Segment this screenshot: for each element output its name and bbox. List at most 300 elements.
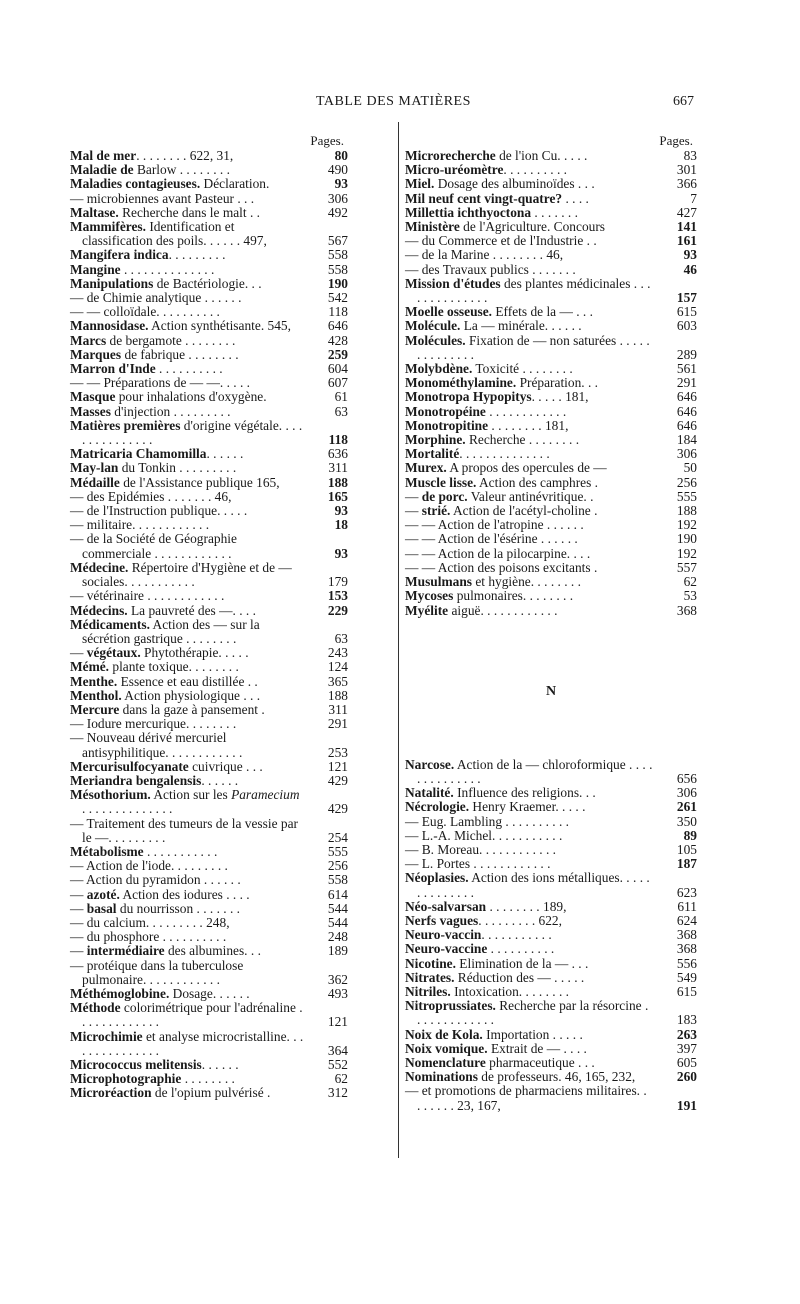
index-entry: [70, 646, 348, 660]
entry-keyword: Mangifera indica: [70, 247, 169, 263]
entry-page-number: 121: [327, 758, 348, 774]
entry-text: May-lan du Tonkin . . . . . . . . .: [70, 460, 237, 476]
index-entry: [70, 476, 348, 490]
entry-text: Mal de mer. . . . . . . . 622, 31,: [70, 148, 234, 163]
entry-page-number: 624: [676, 912, 697, 928]
index-entry: [70, 376, 348, 390]
entry-text: — — Action de la pilocarpine. . . .: [405, 545, 591, 561]
entry-text: Muscle lisse. Action des camphres .: [405, 474, 599, 490]
pages-column-header: Pages.: [659, 133, 693, 148]
entry-page-number: 184: [676, 432, 697, 448]
entry-page-number: 555: [327, 843, 348, 859]
entry-keyword: Néo-salvarsan: [405, 898, 487, 914]
entry-text: Méthode colorimétrique pour l'adrénaline . . . . . . . . . . . . .: [70, 1000, 303, 1030]
index-entry: [405, 532, 697, 546]
entry-page-number: 188: [676, 503, 697, 519]
entry-text: Métabolisme . . . . . . . . . . .: [70, 843, 218, 859]
entry-text: — Action de l'iode. . . . . . . . .: [70, 858, 228, 874]
entry-text: Médecine. Répertoire d'Hygiène et de — sociales. . . . . . . . . . .: [70, 559, 292, 590]
entry-page-number: 636: [327, 446, 348, 462]
entry-text: Molécules. Fixation de — non saturées . . . . . . . . . . . . . .: [405, 332, 650, 362]
entry-keyword: de porc.: [421, 488, 468, 504]
entry-page-number: 542: [327, 290, 348, 306]
index-entry: [70, 1058, 348, 1072]
entry-text: Millettia ichthyoctona . . . . . . .: [405, 204, 578, 220]
entry-keyword: Néoplasies.: [405, 870, 469, 886]
entry-text: Médicaments. Action des — sur la sécrétion gastrique . . . . . . . .: [70, 616, 260, 646]
index-entry: [70, 873, 348, 887]
entry-text: — basal du nourrisson . . . . . . .: [70, 900, 241, 916]
index-entry: [405, 490, 697, 504]
entry-text: Micrococcus melitensis. . . . . .: [70, 1057, 239, 1072]
entry-keyword: Noix de Kola.: [405, 1026, 483, 1042]
index-entry: [405, 461, 697, 475]
entry-text: Méthémoglobine. Dosage. . . . . .: [70, 985, 250, 1001]
index-entry: [70, 277, 348, 291]
entry-page-number: 556: [676, 955, 697, 971]
entry-keyword: Matières premières: [70, 417, 181, 433]
index-entry: [405, 319, 697, 333]
entry-text: Masque pour inhalations d'oxygène.: [70, 389, 267, 405]
index-entry: [405, 518, 697, 532]
entry-page-number: 261: [676, 799, 697, 815]
index-entry: [70, 689, 348, 703]
entry-page-number: 7: [690, 190, 697, 206]
index-entry: [70, 1086, 348, 1100]
index-entry: [405, 305, 697, 319]
entry-page-number: 260: [676, 1069, 697, 1085]
entry-page-number: 243: [327, 645, 348, 661]
index-entry: [70, 703, 348, 717]
index-entry: [70, 675, 348, 689]
entry-keyword: Natalité.: [405, 785, 454, 801]
column-divider: [398, 122, 399, 1158]
entry-keyword: Marcs: [70, 332, 107, 348]
entry-keyword: Nominations: [405, 1069, 478, 1085]
index-entry: [405, 928, 697, 942]
index-entry: [70, 1001, 348, 1029]
entry-keyword: Neuro-vaccin: [405, 927, 482, 943]
index-entry: [70, 149, 348, 163]
index-entry: [70, 930, 348, 944]
entry-page-number: 190: [676, 531, 697, 547]
entry-keyword: Manipulations: [70, 275, 154, 291]
entry-text: — Eug. Lambling . . . . . . . . . .: [405, 813, 570, 829]
entry-keyword: Mission d'études: [405, 275, 501, 291]
entry-text: — L.-A. Michel. . . . . . . . . . .: [405, 827, 563, 843]
index-entry: [70, 859, 348, 873]
index-entry: [405, 192, 697, 206]
entry-page-number: 365: [327, 673, 348, 689]
index-entry: [405, 575, 697, 589]
entry-keyword: Micrococcus melitensis: [70, 1057, 202, 1072]
index-entry: [405, 914, 697, 928]
entry-page-number: 615: [676, 983, 697, 999]
entry-text: — Traitement des tumeurs de la vessie par le —. . . . . . . . .: [70, 815, 298, 845]
entry-text: Micro-uréomètre. . . . . . . . . .: [405, 162, 567, 178]
index-entry: [70, 731, 348, 759]
entry-page-number: 311: [328, 701, 348, 717]
entry-page-number: 561: [676, 361, 697, 377]
index-entry: [70, 561, 348, 589]
entry-page-number: 263: [676, 1026, 697, 1042]
index-entry: [70, 362, 348, 376]
entry-text: Médecins. La pauvreté des —. . . .: [70, 602, 256, 618]
index-entry: [405, 163, 697, 177]
entry-text: Maladies contagieuses. Déclaration.: [70, 176, 270, 192]
entry-keyword: Murex.: [405, 460, 447, 476]
index-entry-list: [70, 149, 348, 1101]
index-entry: [405, 334, 697, 362]
entry-text: Nitrates. Réduction des — . . . . .: [405, 969, 585, 985]
entry-page-number: 62: [334, 1071, 348, 1087]
index-entry: [405, 1084, 697, 1112]
entry-page-number: 188: [327, 474, 348, 490]
index-entry: [70, 192, 348, 206]
entry-text: Mission d'études des plantes médicinales . . . . . . . . . . . . . .: [405, 275, 651, 306]
entry-keyword: Meriandra bengalensis: [70, 772, 202, 788]
entry-text: Microchimie et analyse microcristalline. . . . . . . . . . . . . . .: [70, 1028, 304, 1058]
entry-keyword: Molybdène.: [405, 361, 473, 377]
entry-keyword: Marques: [70, 346, 122, 362]
index-entry: [405, 220, 697, 234]
entry-text: Marques de fabrique . . . . . . . .: [70, 346, 239, 362]
entry-keyword: Mercurisulfocyanate: [70, 758, 189, 774]
section-letter: N: [545, 683, 557, 699]
entry-text: Néo-salvarsan . . . . . . . . 189,: [405, 898, 567, 914]
entry-text: Nerfs vagues. . . . . . . . . 622,: [405, 912, 562, 928]
entry-text: Monotropitine . . . . . . . . 181,: [405, 417, 569, 433]
entry-page-number: 93: [334, 176, 348, 192]
entry-page-number: 646: [676, 389, 697, 405]
index-entry: [70, 959, 348, 987]
index-entry: [70, 405, 348, 419]
pages-column-header: Pages.: [310, 133, 344, 148]
entry-text: Néoplasies. Action des ions métalliques. . . . . . . . . . . . . .: [405, 870, 650, 900]
entry-page-number: 549: [676, 969, 697, 985]
entry-keyword: Mal de mer: [70, 148, 137, 163]
entry-text: Microréaction de l'opium pulvérisé .: [70, 1085, 271, 1101]
index-entry: [70, 305, 348, 319]
entry-page-number: 544: [327, 900, 348, 916]
entry-text: Morphine. Recherche . . . . . . . .: [405, 432, 580, 448]
entry-keyword: Microréaction: [70, 1085, 152, 1101]
index-entry: [70, 717, 348, 731]
index-entry: [70, 817, 348, 845]
entry-page-number: 229: [327, 602, 348, 618]
entry-page-number: 623: [676, 884, 697, 900]
index-entry: [70, 1072, 348, 1086]
entry-text: — — Préparations de — —. . . . .: [70, 375, 251, 391]
index-entry: [405, 758, 697, 786]
entry-text: — — colloïdale. . . . . . . . . .: [70, 304, 220, 320]
entry-text: — strié. Action de l'acétyl-choline .: [405, 503, 598, 519]
entry-text: Miel. Dosage des albuminoïdes . . .: [405, 176, 595, 192]
entry-text: Mortalité. . . . . . . . . . . . . .: [405, 446, 550, 462]
index-entry: [70, 334, 348, 348]
index-entry: [70, 263, 348, 277]
entry-text: — militaire. . . . . . . . . . . .: [70, 517, 210, 533]
entry-text: Matricaria Chamomilla. . . . . .: [70, 446, 244, 462]
entry-text: Monotropa Hypopitys. . . . . 181,: [405, 389, 589, 405]
entry-page-number: 187: [676, 856, 697, 872]
index-entry: [405, 248, 697, 262]
entry-text: Noix de Kola. Importation . . . . .: [405, 1026, 583, 1042]
index-entry: [70, 916, 348, 930]
entry-text: Natalité. Influence des religions. . .: [405, 785, 596, 801]
entry-text: Masses d'injection . . . . . . . . .: [70, 403, 231, 419]
entry-page-number: 118: [328, 432, 348, 448]
index-entry: [405, 857, 697, 871]
entry-text: Nitriles. Intoxication. . . . . . . .: [405, 983, 570, 999]
entry-keyword: Nomenclature: [405, 1054, 486, 1070]
entry-page-number: 605: [676, 1054, 697, 1070]
entry-keyword: Nerfs vagues: [405, 912, 479, 928]
entry-page-number: 311: [328, 460, 348, 476]
entry-page-number: 189: [327, 943, 348, 959]
entry-page-number: 397: [676, 1040, 697, 1056]
index-entry: [70, 163, 348, 177]
index-entry: [405, 433, 697, 447]
index-entry: [70, 206, 348, 220]
entry-text: — — Action de l'ésérine . . . . . .: [405, 531, 578, 547]
entry-page-number: 429: [327, 772, 348, 788]
entry-keyword: Mésothorium.: [70, 787, 151, 803]
entry-keyword: Muscle lisse.: [405, 474, 477, 490]
entry-text: Nécrologie. Henry Kraemer. . . . .: [405, 799, 586, 815]
index-entry: [70, 461, 348, 475]
entry-page-number: 157: [676, 290, 697, 306]
entry-text: Marcs de bergamote . . . . . . . .: [70, 332, 236, 348]
index-entry: [70, 604, 348, 618]
entry-text: — azoté. Action des iodures . . . .: [70, 886, 250, 902]
entry-keyword: végétaux.: [86, 645, 141, 661]
entry-page-number: 306: [327, 190, 348, 206]
index-entry: [405, 971, 697, 985]
index-entry: [405, 900, 697, 914]
index-entry: [70, 248, 348, 262]
index-entry: [405, 362, 697, 376]
index-entry: [405, 405, 697, 419]
entry-page-number: 646: [676, 417, 697, 433]
entry-page-number: 190: [327, 275, 348, 291]
entry-page-number: 62: [683, 574, 697, 590]
entry-keyword: Menthe.: [70, 673, 118, 689]
index-entry: [70, 987, 348, 1001]
entry-page-number: 161: [676, 233, 697, 249]
index-entry: [70, 660, 348, 674]
entry-page-number: 364: [327, 1042, 348, 1058]
entry-page-number: 83: [683, 148, 697, 163]
index-entry: [405, 177, 697, 191]
entry-text: — du phosphore . . . . . . . . . .: [70, 929, 227, 945]
index-entry: [405, 1028, 697, 1042]
entry-text: — des Travaux publics . . . . . . .: [405, 261, 576, 277]
entry-keyword: Mangine: [70, 261, 121, 277]
entry-text: — de l'Instruction publique. . . . .: [70, 503, 248, 519]
index-entry: [70, 774, 348, 788]
entry-keyword: Mycoses: [405, 588, 454, 604]
entry-keyword: Mortalité: [405, 446, 460, 462]
entry-page-number: 53: [683, 588, 697, 604]
entry-text: — végétaux. Phytothérapie. . . . .: [70, 645, 249, 661]
entry-page-number: 291: [327, 716, 348, 732]
entry-text: — L. Portes . . . . . . . . . . . .: [405, 856, 551, 872]
entry-text: — B. Moreau. . . . . . . . . . . .: [405, 841, 557, 857]
entry-text: Meriandra bengalensis. . . . . .: [70, 772, 239, 788]
entry-keyword: Mercure: [70, 701, 120, 717]
entry-page-number: 18: [334, 517, 348, 533]
entry-page-number: 368: [676, 927, 697, 943]
entry-text: Narcose. Action de la — chloroformique . . . . . . . . . . . . . .: [405, 756, 653, 786]
index-entry: [405, 786, 697, 800]
entry-keyword: Narcose.: [405, 756, 455, 772]
entry-keyword: Monotropa Hypopitys: [405, 389, 532, 405]
entry-keyword: Microrecherche: [405, 148, 496, 163]
entry-page-number: 93: [334, 503, 348, 519]
entry-page-number: 165: [327, 488, 348, 504]
entry-keyword: Médicaments.: [70, 616, 150, 632]
index-entry: [405, 206, 697, 220]
entry-page-number: 141: [676, 219, 697, 235]
index-entry: [405, 419, 697, 433]
entry-page-number: 350: [676, 813, 697, 829]
entry-page-number: 89: [683, 827, 697, 843]
entry-page-number: 306: [676, 785, 697, 801]
index-entry: [70, 518, 348, 532]
entry-page-number: 656: [676, 770, 697, 786]
index-entry: [405, 843, 697, 857]
entry-page-number: 93: [334, 545, 348, 561]
entry-page-number: 306: [676, 446, 697, 462]
entry-page-number: 607: [327, 375, 348, 391]
entry-text: Nomenclature pharmaceutique . . .: [405, 1054, 595, 1070]
entry-text: — Nouveau dérivé mercuriel antisyphilitique. . . . . . . . . . . .: [70, 730, 243, 760]
entry-page-number: 63: [334, 403, 348, 419]
index-entry: [405, 604, 697, 618]
index-entry: [405, 957, 697, 971]
entry-text: — de la Société de Géographie commerciale . . . . . . . . . . . .: [70, 531, 237, 561]
right-column: [405, 132, 697, 1113]
entry-keyword: Méthode: [70, 1000, 121, 1016]
entry-page-number: 289: [676, 346, 697, 362]
entry-page-number: 259: [327, 346, 348, 362]
entry-keyword: Nitrates.: [405, 969, 455, 985]
entry-text: Mil neuf cent vingt-quatre? . . . .: [405, 190, 589, 206]
index-entry: [70, 490, 348, 504]
entry-text: Microrecherche de l'ion Cu. . . . .: [405, 148, 588, 163]
entry-keyword: Maltase.: [70, 204, 119, 220]
entry-keyword: Masses: [70, 403, 111, 419]
entry-keyword: Ministère: [405, 219, 460, 235]
entry-keyword: Molécules.: [405, 332, 466, 348]
entry-keyword: Monotropitine: [405, 417, 489, 433]
index-entry: [405, 589, 697, 603]
entry-keyword: Marron d'Inde: [70, 361, 156, 377]
entry-text: — de Chimie analytique . . . . . .: [70, 290, 242, 306]
entry-page-number: 63: [334, 630, 348, 646]
index-entry: [405, 985, 697, 999]
entry-text: Manipulations de Bactériologie. . .: [70, 275, 262, 291]
entry-text: — de la Marine . . . . . . . . 46,: [405, 247, 564, 263]
entry-keyword: Microphotographie: [70, 1071, 182, 1087]
entry-text: Menthol. Action physiologique . . .: [70, 687, 261, 703]
entry-keyword: Monotropéine: [405, 403, 486, 419]
entry-page-number: 427: [676, 204, 697, 220]
entry-page-number: 80: [334, 148, 348, 163]
entry-page-number: 428: [327, 332, 348, 348]
index-entry: [405, 999, 697, 1027]
entry-text: — du Commerce et de l'Industrie . .: [405, 233, 597, 249]
entry-page-number: 118: [328, 304, 348, 320]
index-entry: [70, 319, 348, 333]
entry-page-number: 46: [683, 261, 697, 277]
entry-page-number: 615: [676, 304, 697, 320]
entry-text: Ministère de l'Agriculture. Concours: [405, 219, 606, 235]
entry-text: Neuro-vaccine . . . . . . . . . .: [405, 941, 555, 957]
entry-page-number: 557: [676, 559, 697, 575]
entry-keyword: Maladie de: [70, 162, 134, 178]
entry-keyword: May-lan: [70, 460, 119, 476]
entry-text: Mangifera indica. . . . . . . . .: [70, 247, 226, 263]
entry-page-number: 61: [334, 389, 348, 405]
entry-page-number: 124: [327, 659, 348, 675]
entry-text: Médaille de l'Assistance publique 165,: [70, 474, 280, 490]
index-entry: [70, 447, 348, 461]
entry-text: — vétérinaire . . . . . . . . . . . .: [70, 588, 225, 604]
entry-page-number: 291: [676, 375, 697, 391]
entry-text: — du calcium. . . . . . . . . 248,: [70, 914, 230, 930]
entry-keyword: Noix vomique.: [405, 1040, 488, 1056]
entry-page-number: 646: [676, 403, 697, 419]
entry-keyword: Métabolisme: [70, 843, 144, 859]
entry-keyword: Nitriles.: [405, 983, 451, 999]
entry-text: — et promotions de pharmaciens militaires. . . . . . . . 23, 167,: [405, 1083, 647, 1113]
entry-page-number: 611: [677, 898, 697, 914]
entry-text: Mémé. plante toxique. . . . . . . .: [70, 659, 239, 675]
entry-page-number: 558: [327, 261, 348, 277]
entry-text: Myélite aiguë. . . . . . . . . . . .: [405, 602, 558, 618]
entry-keyword: Nécrologie.: [405, 799, 470, 815]
entry-text: Mycoses pulmonaires. . . . . . . .: [405, 588, 574, 604]
entry-page-number: 368: [676, 941, 697, 957]
entry-keyword: Morphine.: [405, 432, 466, 448]
entry-page-number: 646: [327, 318, 348, 334]
index-entry: [405, 234, 697, 248]
index-entry: [405, 376, 697, 390]
entry-page-number: 429: [327, 801, 348, 817]
entry-text: Nicotine. Elimination de la — . . .: [405, 955, 589, 971]
entry-text: Neuro-vaccin. . . . . . . . . . .: [405, 927, 552, 943]
index-entry: [70, 618, 348, 646]
entry-text: Molybdène. Toxicité . . . . . . . .: [405, 361, 573, 377]
entry-text: — des Epidémies . . . . . . . 46,: [70, 488, 232, 504]
entry-page-number: 301: [676, 162, 697, 178]
entry-keyword: Musulmans: [405, 574, 472, 590]
entry-page-number: 555: [676, 488, 697, 504]
entry-text: Molécule. La — minérale. . . . . .: [405, 318, 582, 334]
entry-text: — — Action de l'atropine . . . . . .: [405, 517, 584, 533]
index-entry: [70, 220, 348, 248]
entry-page-number: 490: [327, 162, 348, 178]
entry-text: Nitroprussiates. Recherche par la résorcine . . . . . . . . . . . . .: [405, 998, 649, 1028]
entry-text: Mangine . . . . . . . . . . . . . .: [70, 261, 215, 277]
entry-keyword: Menthol.: [70, 687, 122, 703]
entry-text: Mammifères. Identification et classification des poils. . . . . . 497,: [70, 219, 267, 249]
entry-keyword: Masque: [70, 389, 116, 405]
index-entry: [70, 1030, 348, 1058]
entry-keyword: Microchimie: [70, 1028, 143, 1044]
